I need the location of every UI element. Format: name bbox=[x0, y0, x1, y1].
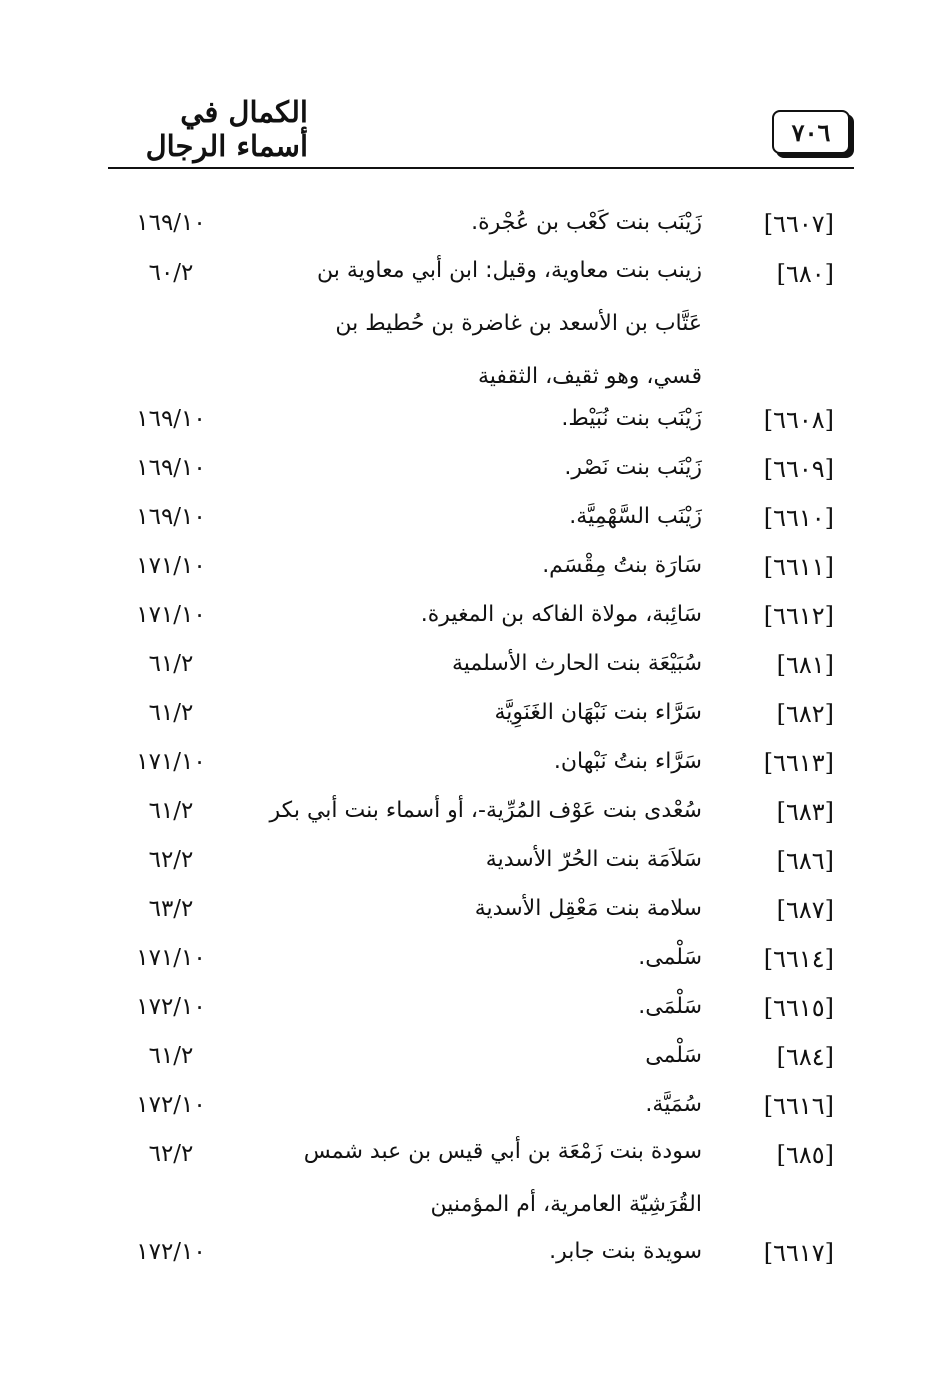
entry-number: [٦٨٠] bbox=[776, 260, 834, 288]
header-divider bbox=[108, 167, 854, 169]
entry-name: سلامة بنت مَعْقِل الأسدية bbox=[474, 896, 702, 921]
entry-number: [٦٨٦] bbox=[776, 847, 834, 875]
entry-name: زَيْنَب بنت نُبَيْط. bbox=[561, 406, 702, 431]
entry-reference: ٦٠/٢ bbox=[148, 260, 194, 286]
entry-name: سَائِبة، مولاة الفاكه بن المغيرة. bbox=[420, 602, 702, 627]
entry-name: زَيْنَب بنت كَعْب بن عُجْرة. bbox=[471, 210, 702, 235]
entry-reference: ١٧٢/١٠ bbox=[136, 1239, 206, 1265]
entry-name: سُعْدى بنت عَوْف المُرِّية-، أو أسماء بنت أبي بكر bbox=[269, 798, 702, 823]
entry-name: سَلْمَى. bbox=[638, 994, 702, 1019]
entry-number: [٦٨١] bbox=[776, 651, 834, 679]
entry-name: سُبَيْعَة بنت الحارث الأسلمية bbox=[451, 651, 702, 676]
entry-number: [٦٦١٧] bbox=[763, 1239, 834, 1267]
entry-reference: ٦٢/٢ bbox=[148, 847, 194, 873]
entry-number: [٦٦٠٧] bbox=[763, 210, 834, 238]
entry-reference: ٦١/٢ bbox=[148, 1043, 194, 1069]
entry-reference: ٦١/٢ bbox=[148, 651, 194, 677]
entry-reference: ٦١/٢ bbox=[148, 700, 194, 726]
entry-reference: ١٧١/١٠ bbox=[136, 749, 206, 775]
entry-reference: ٦١/٢ bbox=[148, 798, 194, 824]
entry-reference: ١٧١/١٠ bbox=[136, 945, 206, 971]
entry-name: زينب بنت معاوية، وقيل: ابن أبي معاوية بن عَتَّاب بن الأسعد بن غاضرة بن حُطيط بن قسي، وهو ثقيف، الثقفية bbox=[317, 258, 702, 389]
page-header bbox=[108, 96, 854, 170]
entry-number: [٦٦١٥] bbox=[763, 994, 834, 1022]
book-title-calligraphy: الكمال في أسماء الرجال bbox=[145, 95, 308, 163]
entry-name: زَيْنَب بنت نَصْر. bbox=[564, 455, 702, 480]
entry-name: سَلْمى. bbox=[638, 945, 702, 970]
entry-number: [٦٦٠٩] bbox=[763, 455, 834, 483]
entry-number: [٦٦١٦] bbox=[763, 1092, 834, 1120]
entry-name: سودة بنت زَمْعَة بن أبي قيس بن عبد شمس القُرَشِيّة العامرية، أم المؤمنين bbox=[303, 1139, 702, 1217]
entry-name: سويدة بنت جابر. bbox=[549, 1239, 702, 1264]
entry-name: زَيْنَب السَّهْمِيَّة. bbox=[569, 504, 702, 529]
entry-reference: ١٧٢/١٠ bbox=[136, 1092, 206, 1118]
entry-number: [٦٦١٣] bbox=[763, 749, 834, 777]
entry-name: سَلْمى bbox=[645, 1043, 702, 1068]
entry-number: [٦٦١١] bbox=[763, 553, 834, 581]
page-number: ٧٠٦ bbox=[772, 110, 850, 154]
entry-reference: ٦٣/٢ bbox=[148, 896, 194, 922]
entry-reference: ١٧١/١٠ bbox=[136, 553, 206, 579]
entry-reference: ١٦٩/١٠ bbox=[136, 210, 206, 236]
entry-number: [٦٨٤] bbox=[776, 1043, 834, 1071]
entry-number: [٦٨٥] bbox=[776, 1141, 834, 1169]
entry-reference: ١٧٢/١٠ bbox=[136, 994, 206, 1020]
entry-name: سَرَّاء بنت نَبْهَان الغَنَوِيَّة bbox=[494, 700, 702, 725]
entry-number: [٦٦١٠] bbox=[763, 504, 834, 532]
entry-number: [٦٦١٢] bbox=[763, 602, 834, 630]
entry-number: [٦٨٢] bbox=[776, 700, 834, 728]
entry-number: [٦٨٣] bbox=[776, 798, 834, 826]
entry-reference: ١٦٩/١٠ bbox=[136, 455, 206, 481]
entry-reference: ١٧١/١٠ bbox=[136, 602, 206, 628]
entry-name: سَرَّاء بنتُ نَبْهان. bbox=[553, 749, 702, 774]
entry-reference: ٦٢/٢ bbox=[148, 1141, 194, 1167]
entry-number: [٦٦١٤] bbox=[763, 945, 834, 973]
entry-reference: ١٦٩/١٠ bbox=[136, 406, 206, 432]
entry-number: [٦٨٧] bbox=[776, 896, 834, 924]
entry-name: سُمَيَّة. bbox=[645, 1092, 702, 1117]
entry-name: سَلاَمَة بنت الحُرّ الأسدية bbox=[485, 847, 702, 872]
entry-reference: ١٦٩/١٠ bbox=[136, 504, 206, 530]
entry-name: سَارَة بنتُ مِقْسَم. bbox=[542, 553, 702, 578]
entry-number: [٦٦٠٨] bbox=[763, 406, 834, 434]
